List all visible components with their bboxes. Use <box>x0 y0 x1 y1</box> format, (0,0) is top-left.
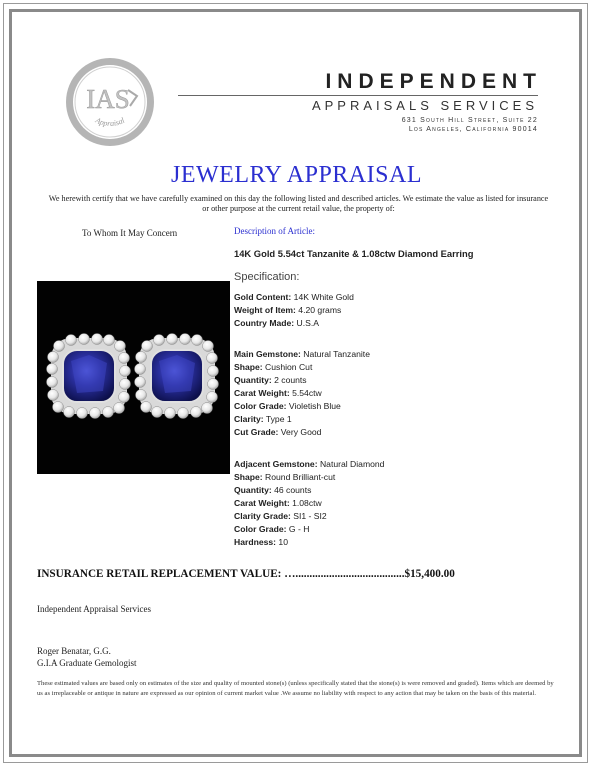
intro-text: We herewith certify that we have carefully examined on this day the following listed and described articles. We estimate the value as listed for insurance or other purpose at the current retail value, the property of: <box>48 194 549 213</box>
spec-row: Weight of Item: 4.20 grams <box>234 305 342 315</box>
insurance-value-line <box>37 568 455 580</box>
spec-adjacent-gemstone <box>234 458 384 549</box>
spec-row: Carat Weight: 5.54ctw <box>234 388 322 398</box>
appraiser-name: Roger Benatar, G.G. <box>37 646 111 656</box>
spec-row: Country Made: U.S.A <box>234 318 319 328</box>
spec-row: Clarity Grade: SI1 - SI2 <box>234 511 327 521</box>
company-subtitle: APPRAISALS SERVICES <box>311 98 538 113</box>
spec-row: Shape: Cushion Cut <box>234 362 313 372</box>
company-name: INDEPENDENT <box>325 70 542 93</box>
spec-row: Cut Grade: Very Good <box>234 427 322 437</box>
spec-row: Quantity: 2 counts <box>234 375 307 385</box>
header-divider <box>178 95 538 96</box>
spec-row: Main Gemstone: Natural Tanzanite <box>234 349 370 359</box>
address-line-1: 631 South Hill Street, Suite 22 <box>401 117 538 124</box>
value-amount: $15,400.00 <box>404 568 455 580</box>
spec-row: Quantity: 46 counts <box>234 485 312 495</box>
item-title: 14K Gold 5.54ct Tanzanite & 1.08ctw Diamond Earring <box>234 248 474 259</box>
address-line-2: Los Angeles, California 90014 <box>408 126 538 133</box>
spec-general <box>234 291 354 330</box>
logo-subtext: Appraisal <box>93 115 127 129</box>
spec-row: Color Grade: Violetish Blue <box>234 401 341 411</box>
disclaimer: These estimated values are based only on estimates of the size and quality of mounted stone(s) (unless specifically stated that the stone(s) is were removed and graded). Items which are deemed by us as irreplaceable or antique in nature are expressed as our opinion of current market value .We assume no liability with respect to any action that may be taken on the basis of this material. <box>37 680 554 697</box>
spec-row: Gold Content: 14K White Gold <box>234 292 354 302</box>
value-label: INSURANCE RETAIL REPLACEMENT VALUE: <box>37 568 285 580</box>
recipient: To Whom It May Concern <box>82 228 178 238</box>
spec-row: Adjacent Gemstone: Natural Diamond <box>234 459 385 469</box>
spec-row: Color Grade: G - H <box>234 524 310 534</box>
footer-company: Independent Appraisal Services <box>37 604 151 614</box>
spec-row: Carat Weight: 1.08ctw <box>234 498 322 508</box>
earring-right <box>135 334 219 419</box>
logo-text: IAS <box>86 84 130 114</box>
spec-row: Clarity: Type 1 <box>234 414 292 424</box>
company-header <box>178 70 542 94</box>
spec-row: Shape: Round Brilliant-cut <box>234 472 336 482</box>
ias-logo <box>64 56 156 148</box>
appraiser-title: G.I.A Graduate Gemologist <box>37 658 137 668</box>
spec-main-gemstone <box>234 348 370 439</box>
description-label: Description of Article: <box>234 226 315 236</box>
earring-photo <box>37 281 230 474</box>
value-dots: …....................................... <box>284 568 405 580</box>
spec-row: Hardness: 10 <box>234 537 288 547</box>
earring-left <box>47 334 131 419</box>
specification-label: Specification: <box>234 271 300 283</box>
page-title: JEWELRY APPRAISAL <box>171 162 422 188</box>
